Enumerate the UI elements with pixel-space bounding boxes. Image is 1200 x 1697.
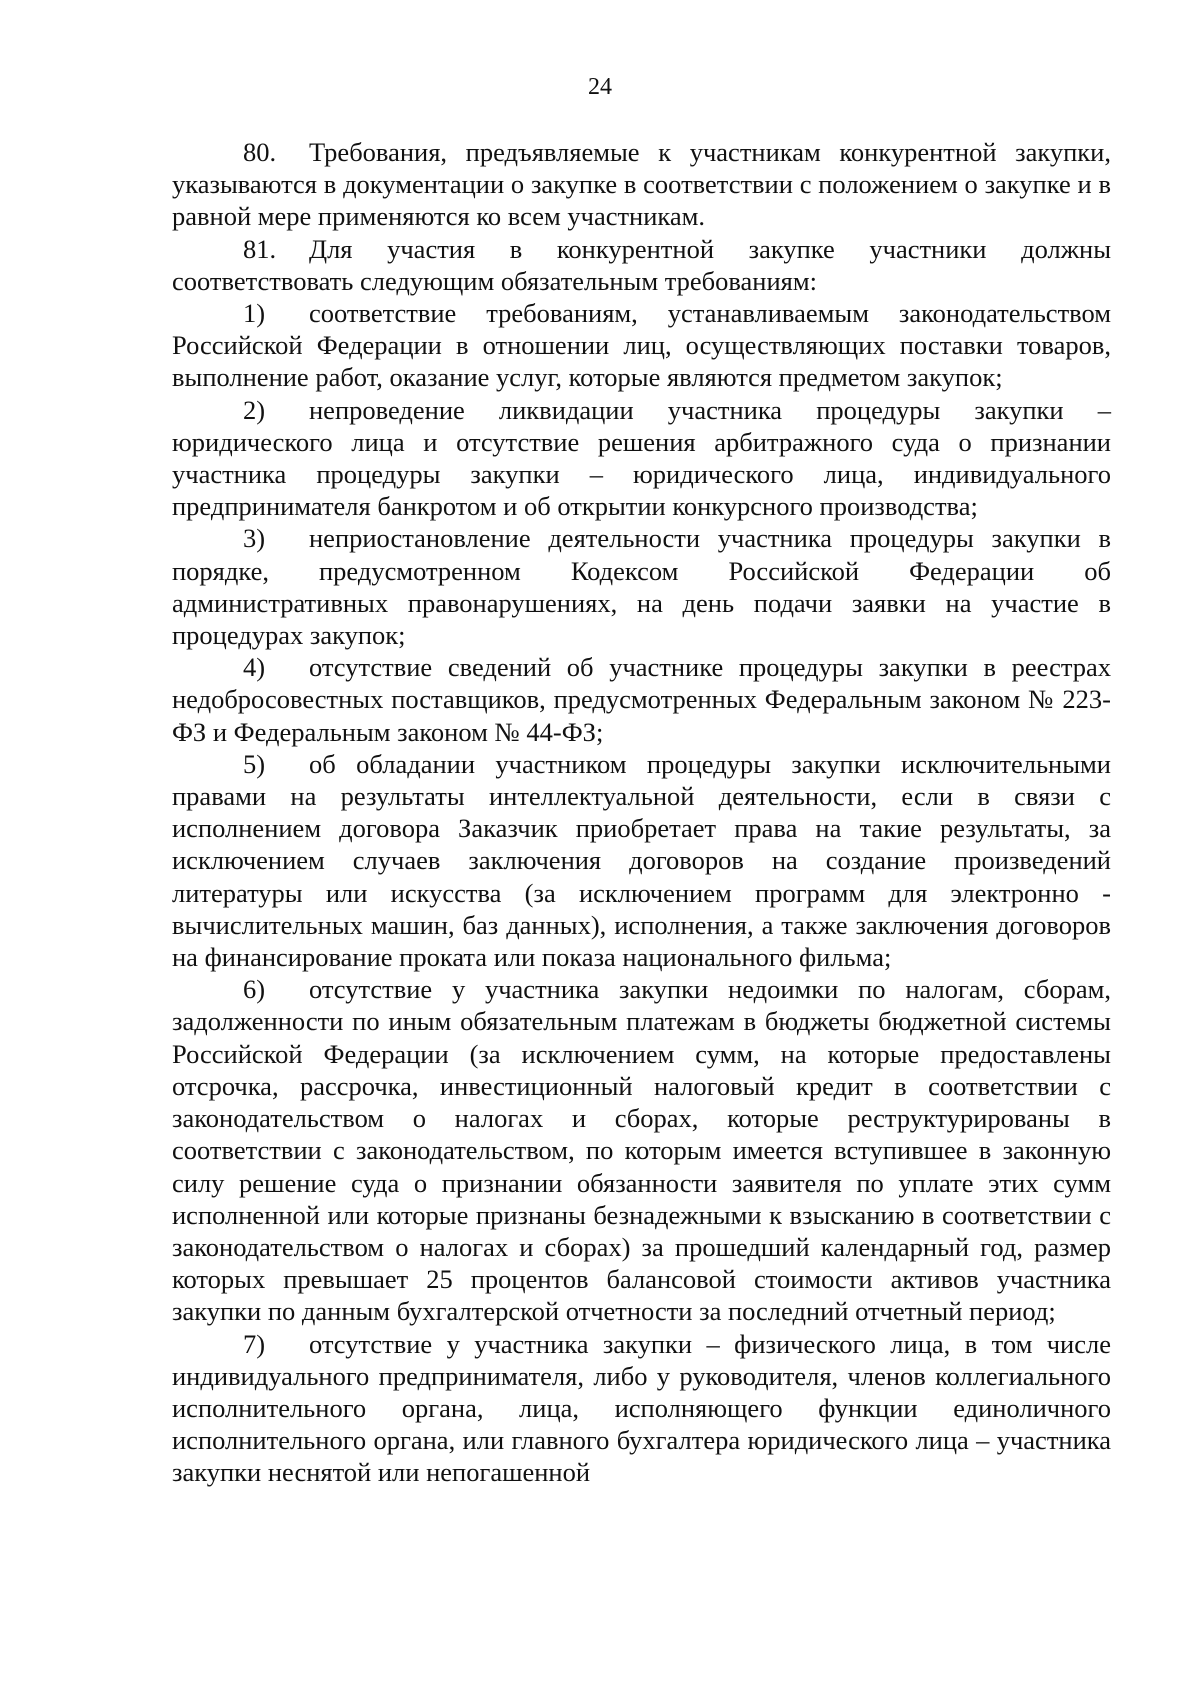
requirement-item-3 bbox=[172, 522, 1111, 651]
item-number: 3) bbox=[243, 523, 266, 554]
paragraph-81 bbox=[172, 233, 1111, 297]
paragraph-number: 81. bbox=[243, 233, 277, 264]
item-number: 7) bbox=[243, 1328, 266, 1359]
page-number: 24 bbox=[588, 74, 612, 100]
item-number: 5) bbox=[243, 748, 266, 779]
requirement-item-4 bbox=[172, 651, 1111, 748]
item-text: непроведение ликвидации участника процедуры закупки – юридического лица и отсутствие решения арбитражного суда о признании участника процедуры закупки – юридического лица, индивидуального предпринимателя банкротом и об открытии конкурсного производства; bbox=[172, 394, 1111, 522]
requirement-item-6 bbox=[172, 973, 1111, 1327]
document-body bbox=[172, 136, 1111, 1489]
requirement-item-1 bbox=[172, 297, 1111, 394]
item-number: 4) bbox=[243, 652, 266, 683]
item-text: соответствие требованиям, устанавливаемым законодательством Российской Федерации в отношении лиц, осуществляющих поставки товаров, выполнение работ, оказание услуг, которые являются предметом закупок; bbox=[172, 298, 1111, 393]
requirement-item-7 bbox=[172, 1328, 1111, 1489]
item-text: отсутствие сведений об участнике процедуры закупки в реестрах недобросовестных поставщиков, предусмотренных Федеральным законом № 223-ФЗ и Федеральным законом № 44-ФЗ; bbox=[172, 652, 1111, 747]
requirement-item-5 bbox=[172, 748, 1111, 973]
item-number: 2) bbox=[243, 394, 266, 425]
item-text: отсутствие у участника закупки – физического лица, в том числе индивидуального предпринимателя, либо у руководителя, членов коллегиального исполнительного органа, лица, исполняющего функции единоличного исполнительного органа, или главного бухгалтера юридического лица – участника закупки неснятой или непогашенной bbox=[172, 1328, 1111, 1488]
paragraph-number: 80. bbox=[243, 137, 277, 167]
paragraph-text: Требования, предъявляемые к участникам конкурентной закупки, указываются в документации о закупке в соответствии с положением о закупке и в равной мере применяются ко всем участникам. bbox=[172, 137, 1111, 232]
requirement-item-2 bbox=[172, 394, 1111, 523]
item-number: 6) bbox=[243, 974, 266, 1005]
paragraph-text: Для участия в конкурентной закупке участники должны соответствовать следующим обязательным требованиям: bbox=[172, 233, 1111, 296]
item-number: 1) bbox=[243, 298, 266, 329]
item-text: неприостановление деятельности участника процедуры закупки в порядке, предусмотренном Кодексом Российской Федерации об административных правонарушениях, на день подачи заявки на участие в процедурах закупок; bbox=[172, 523, 1111, 651]
item-text: отсутствие у участника закупки недоимки по налогам, сборам, задолженности по иным обязательным платежам в бюджеты бюджетной системы Российской Федерации (за исключением сумм, на которые предоставлены отсрочка, рассрочка, инвестиционный налоговый кредит в соответствии с законодательством о налогах и сборах, которые реструктурированы в соответствии с законодательством, по которым имеется вступившее в законную силу решение суда о признании обязанности заявителя по уплате этих сумм исполненной или которые признаны безнадежными к взысканию в соответствии с законодательством о налогах и сборах) за прошедший календарный год, размер которых превышает 25 процентов балансовой стоимости активов участника закупки по данным бухгалтерской отчетности за последний отчетный период; bbox=[172, 974, 1111, 1327]
paragraph-80 bbox=[172, 136, 1111, 233]
item-text: об обладании участником процедуры закупки исключительными правами на результаты интеллектуальной деятельности, если в связи с исполнением договора Заказчик приобретает права на такие результаты, за исключением случаев заключения договоров на создание произведений литературы или искусства (за исключением программ для электронно - вычислительных машин, баз данных), исполнения, а также заключения договоров на финансирование проката или показа национального фильма; bbox=[172, 748, 1111, 973]
